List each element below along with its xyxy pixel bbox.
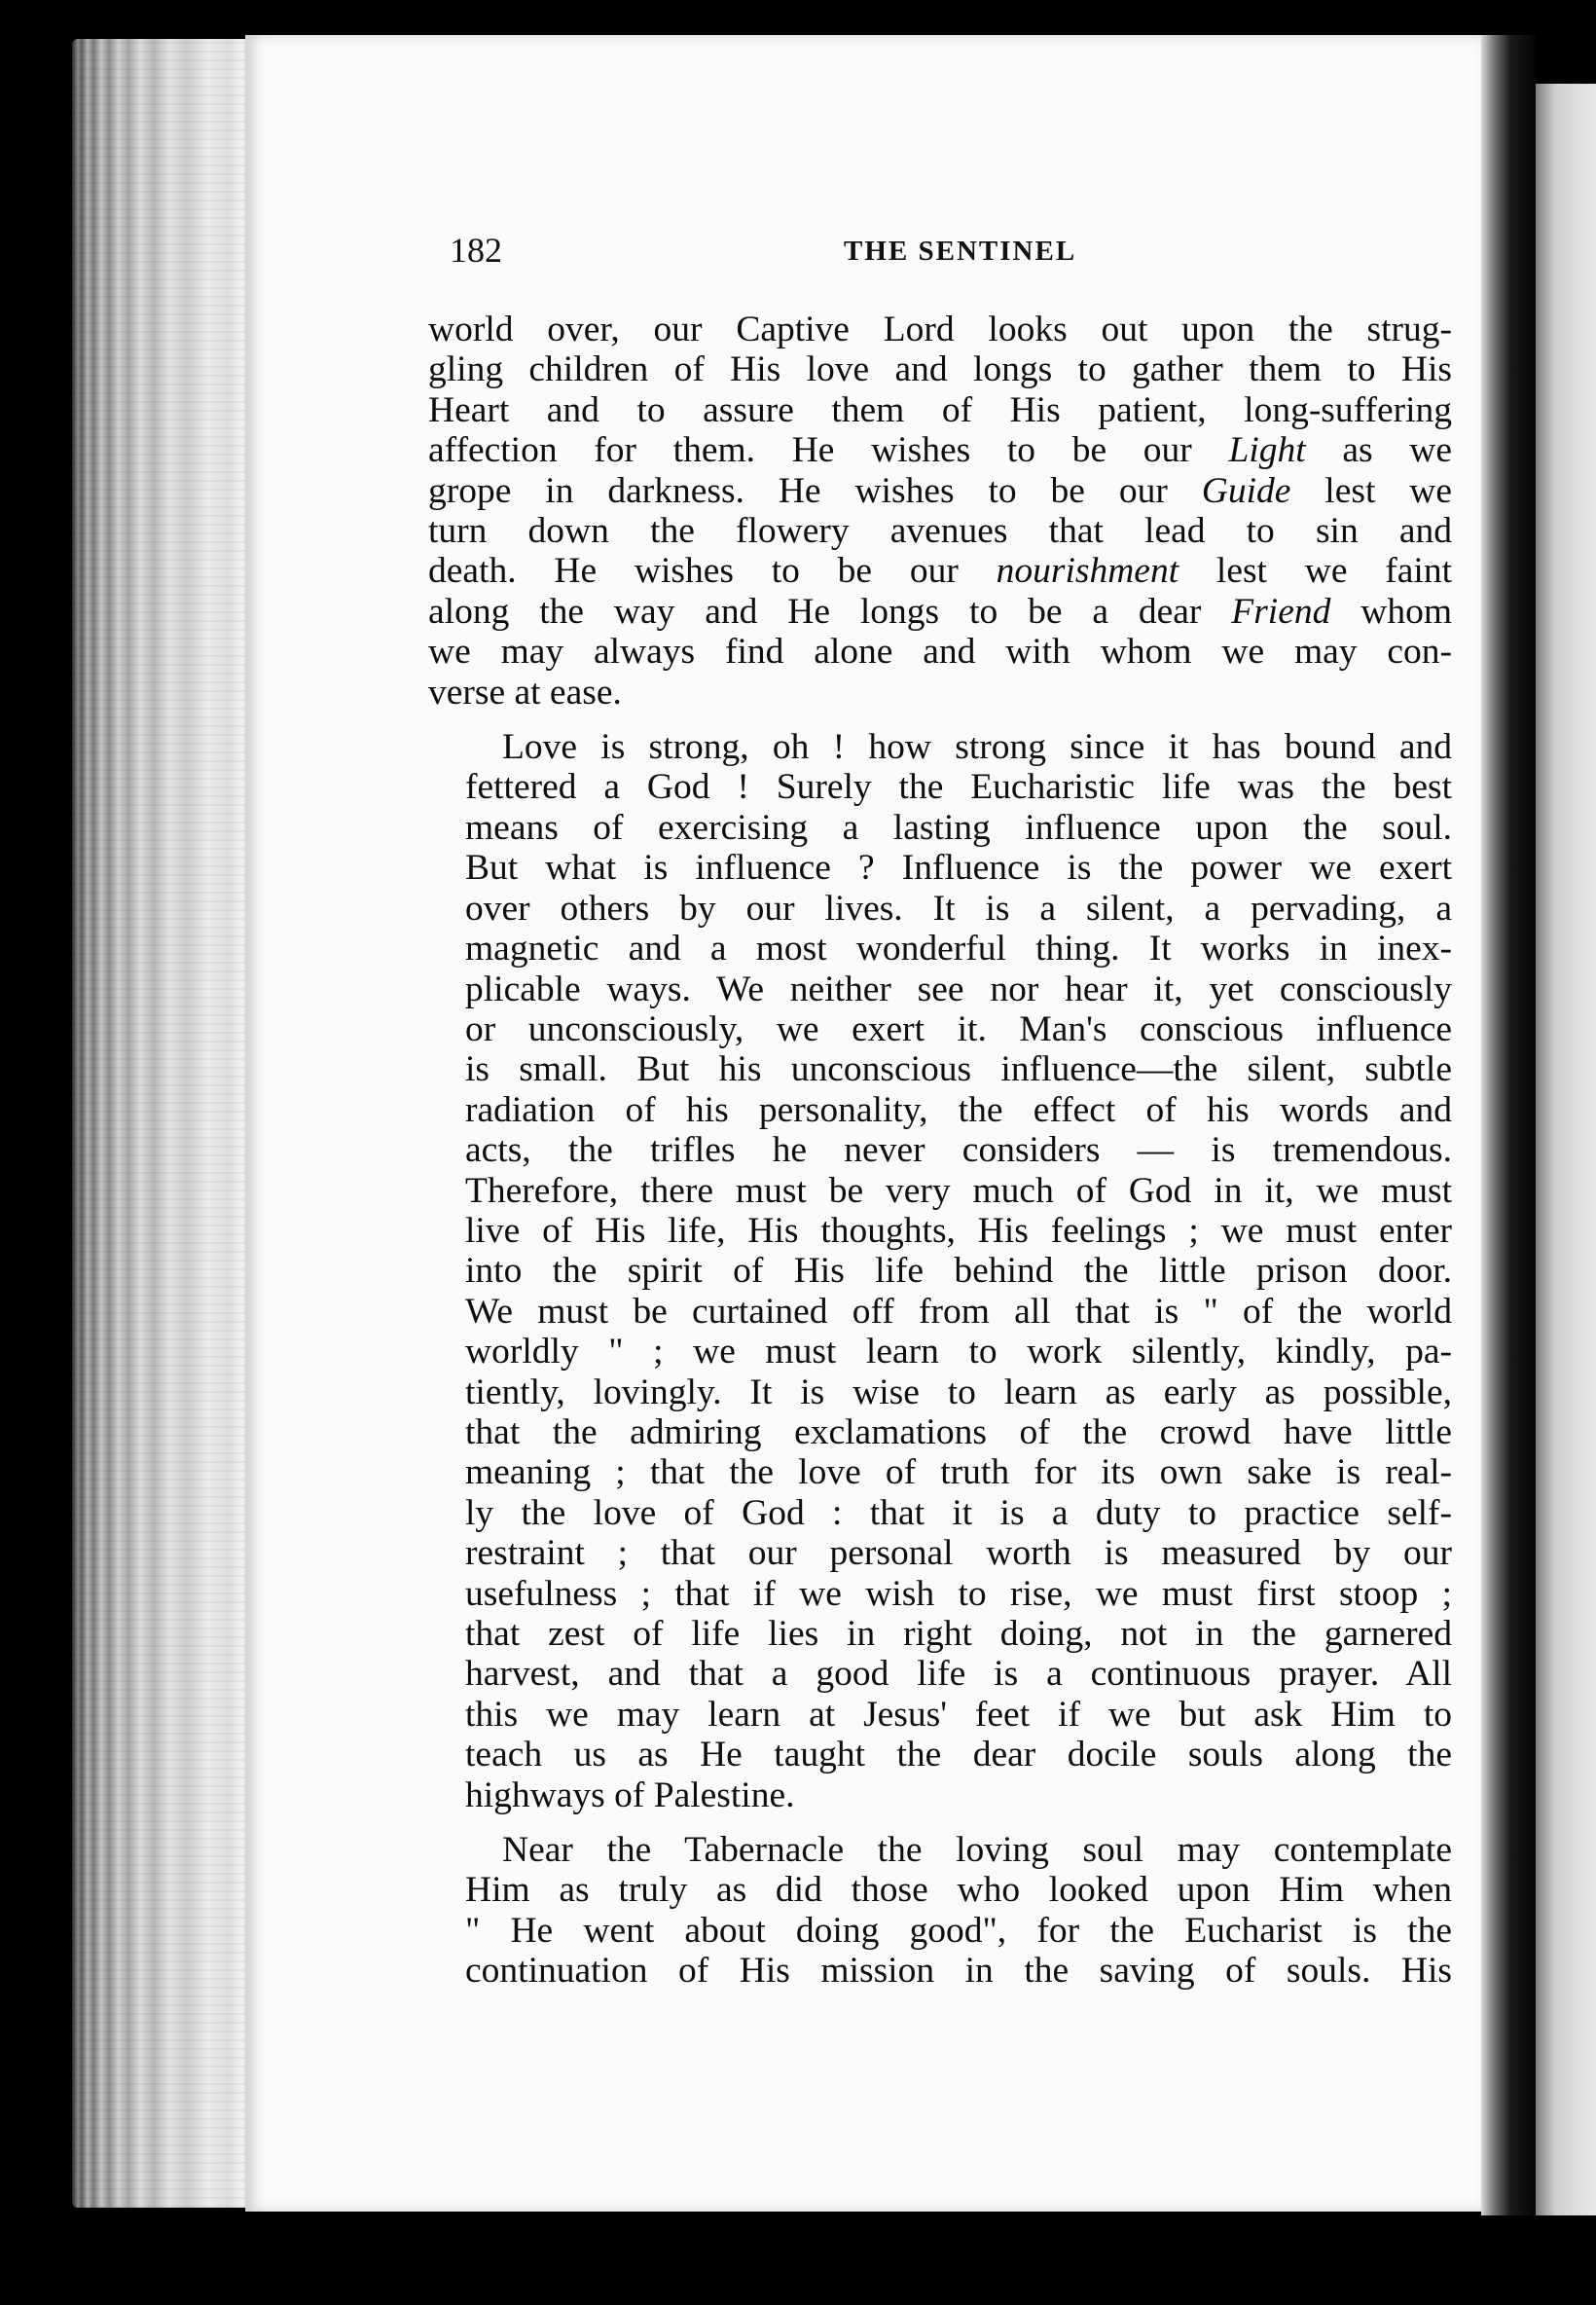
text-line: But what is influence ? Influence is the power we exert (465, 848, 1452, 889)
text-line: meaning ; that the love of truth for its own sake is real- (465, 1452, 1452, 1493)
running-title: THE SENTINEL (844, 236, 1077, 267)
text-line: Love is strong, oh ! how strong since it has bound and (502, 727, 1452, 768)
text-line: grope in darkness. He wishes to be our Guide lest we (428, 470, 1452, 511)
emphasized-word: nourishment (996, 551, 1179, 592)
text-line: over others by our lives. It is a silent, a pervading, a (465, 888, 1452, 929)
text-line: We must be curtained off from all that is " of the world (465, 1291, 1452, 1332)
text-line: death. He wishes to be our nourishment lest we faint (428, 551, 1452, 592)
emphasized-word: Friend (1231, 591, 1331, 632)
text-line: into the spirit of His life behind the little prison door. (465, 1251, 1452, 1292)
text-line: live of His life, His thoughts, His feelings ; we must enter (465, 1210, 1452, 1251)
text-line: turn down the flowery avenues that lead to sin and (428, 511, 1452, 552)
text-line: we may always find alone and with whom we may con- (428, 632, 1452, 673)
text-line: teach us as He taught the dear docile souls along the (465, 1735, 1452, 1775)
text-line: highways of Palestine. (465, 1774, 795, 1815)
text-line: is small. But his unconscious influence—the silent, subtle (465, 1049, 1452, 1090)
text-line: Therefore, there must be very much of God in it, we must (465, 1170, 1452, 1211)
text-line: affection for them. He wishes to be our Light as we (428, 430, 1452, 471)
page-number: 182 (450, 231, 502, 270)
text-line: along the way and He longs to be a dear Friend whom (428, 591, 1453, 632)
text-line: Him as truly as did those who looked upon Him when (465, 1870, 1452, 1911)
text-line: that zest of life lies in right doing, not in the garnered (465, 1614, 1452, 1654)
text-line: continuation of His mission in the saving of souls. His (465, 1951, 1452, 1992)
paragraph-3 (428, 1830, 1452, 1992)
facing-page-edge (1536, 84, 1596, 2215)
text-line: magnetic and a most wonderful thing. It works in inex- (465, 929, 1452, 970)
text-line: restraint ; that our personal worth is measured by our (465, 1533, 1452, 1574)
paragraph-2 (428, 727, 1452, 1815)
text-line: this we may learn at Jesus' feet if we but ask Him to (465, 1694, 1452, 1735)
text-line: radiation of his personality, the effect of his words and (465, 1089, 1452, 1130)
text-line: verse at ease. (428, 672, 622, 713)
text-line: gling children of His love and longs to gather them to His (428, 349, 1452, 390)
text-line: that the admiring exclamations of the crowd have little (465, 1411, 1452, 1452)
page-edge-stack (72, 39, 257, 2208)
emphasized-word: Guide (1201, 470, 1291, 511)
text-line: " He went about doing good", for the Eucharist is the (465, 1910, 1452, 1951)
emphasized-word: Light (1228, 430, 1306, 471)
text-line: usefulness ; that if we wish to rise, we must first stoop ; (465, 1573, 1452, 1614)
text-line: harvest, and that a good life is a continuous prayer. All (465, 1654, 1452, 1695)
text-line: Heart and to assure them of His patient, long-suffering (428, 389, 1452, 430)
text-line: worldly " ; we must learn to work silently, kindly, pa- (465, 1332, 1452, 1372)
page-header (450, 230, 1471, 288)
text-line: acts, the trifles he never considers — is tremendous. (465, 1130, 1452, 1171)
text-line: or unconsciously, we exert it. Man's conscious influence (465, 1008, 1452, 1049)
text-line: plicable ways. We neither see nor hear it, yet consciously (465, 969, 1452, 1009)
text-line: means of exercising a lasting influence upon the soul. (465, 807, 1452, 848)
paragraph-1 (428, 310, 1452, 713)
text-line: fettered a God ! Surely the Eucharistic life was the best (465, 767, 1452, 808)
book-spine-shadow (1481, 35, 1536, 2215)
text-line: ly the love of God : that it is a duty to practice self- (465, 1492, 1452, 1533)
body-text (428, 310, 1452, 1992)
text-line: Near the Tabernacle the loving soul may contemplate (502, 1830, 1452, 1871)
text-line: tiently, lovingly. It is wise to learn as early as possible, (465, 1372, 1452, 1412)
text-line: world over, our Captive Lord looks out upon the strug- (428, 310, 1452, 349)
